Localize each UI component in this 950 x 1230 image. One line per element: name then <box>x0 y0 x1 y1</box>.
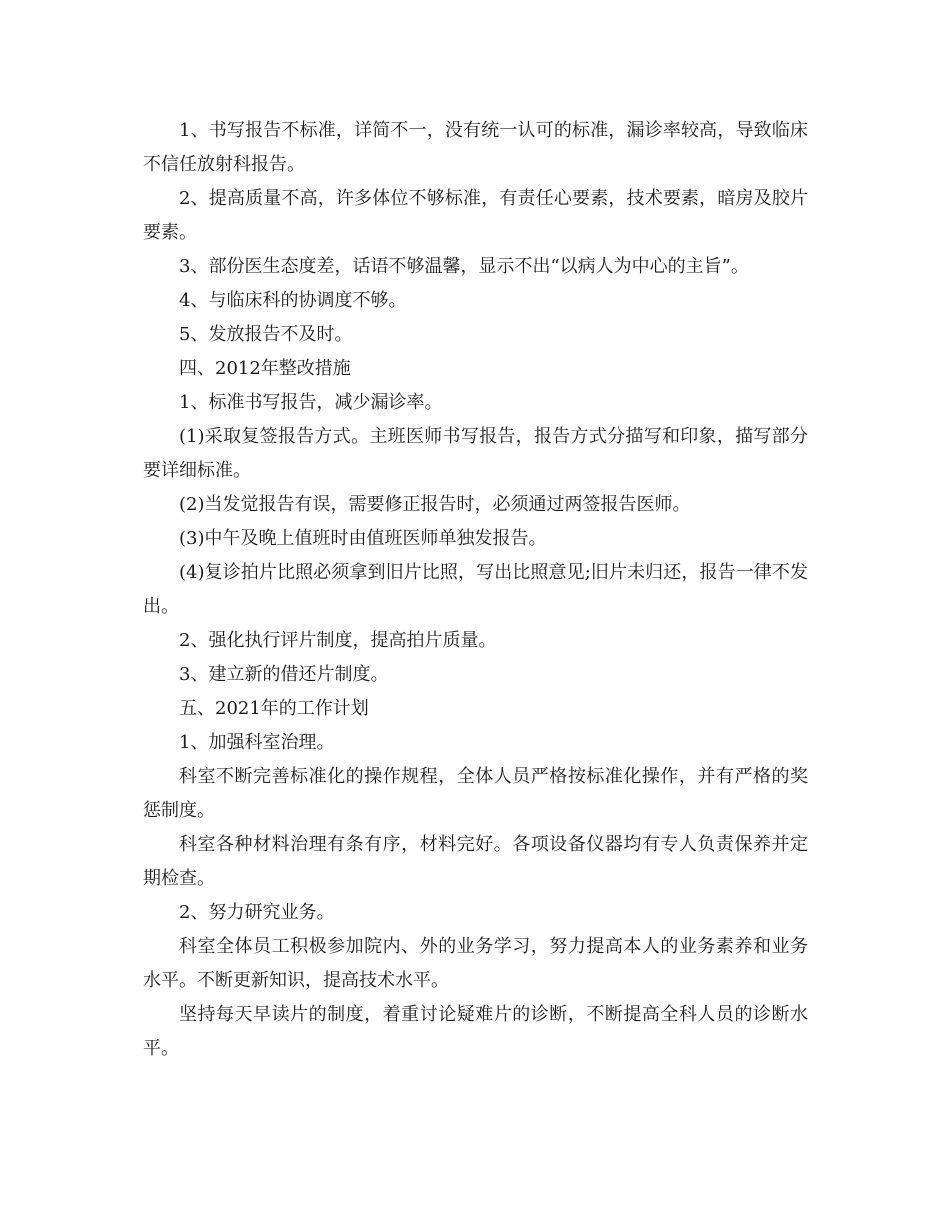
paragraph: 科室各种材料治理有条有序，材料完好。各项设备仪器均有专人负责保养并定期检查。 <box>143 834 808 889</box>
paragraph: 科室全体员工积极参加院内、外的业务学习，努力提高本人的业务素养和业务水平。不断更新知识，提高技术水平。 <box>143 936 808 991</box>
paragraph: 坚持每天早读片的制度，着重讨论疑难片的诊断，不断提高全科人员的诊断水平。 <box>143 1004 808 1059</box>
paragraph: 3、部份医生态度差，话语不够温馨，显示不出“以病人为中心的主旨”。 <box>179 256 749 277</box>
paragraph: 2、努力研究业务。 <box>179 902 335 923</box>
paragraph: 3、建立新的借还片制度。 <box>179 664 389 685</box>
paragraph: 1、加强科室治理。 <box>179 732 335 753</box>
paragraph: 5、发放报告不及时。 <box>179 324 353 345</box>
paragraph: 2、强化执行评片制度，提高拍片质量。 <box>179 630 497 651</box>
document-body <box>143 114 808 1066</box>
paragraph: (2)当发觉报告有误，需要修正报告时，必须通过两签报告医师。 <box>179 494 691 515</box>
section-heading: 四、2012年整改措施 <box>179 358 351 379</box>
paragraph: (4)复诊拍片比照必须拿到旧片比照，写出比照意见;旧片未归还，报告一律不发出。 <box>143 562 808 617</box>
paragraph: 1、标准书写报告，减少漏诊率。 <box>179 392 443 413</box>
paragraph: 1、书写报告不标准，详简不一，没有统一认可的标准，漏诊率较高，导致临床不信任放射科报告。 <box>143 120 808 175</box>
section-heading: 五、2021年的工作计划 <box>179 698 369 719</box>
paragraph: 科室不断完善标准化的操作规程，全体人员严格按标准化操作，并有严格的奖惩制度。 <box>143 766 808 821</box>
paragraph: 2、提高质量不高，许多体位不够标准，有责任心要素，技术要素，暗房及胶片要素。 <box>143 188 808 243</box>
paragraph: 4、与临床科的协调度不够。 <box>179 290 407 311</box>
paragraph: (3)中午及晚上值班时由值班医师单独发报告。 <box>179 528 547 549</box>
paragraph: (1)采取复签报告方式。主班医师书写报告，报告方式分描写和印象，描写部分要详细标准。 <box>143 426 808 481</box>
